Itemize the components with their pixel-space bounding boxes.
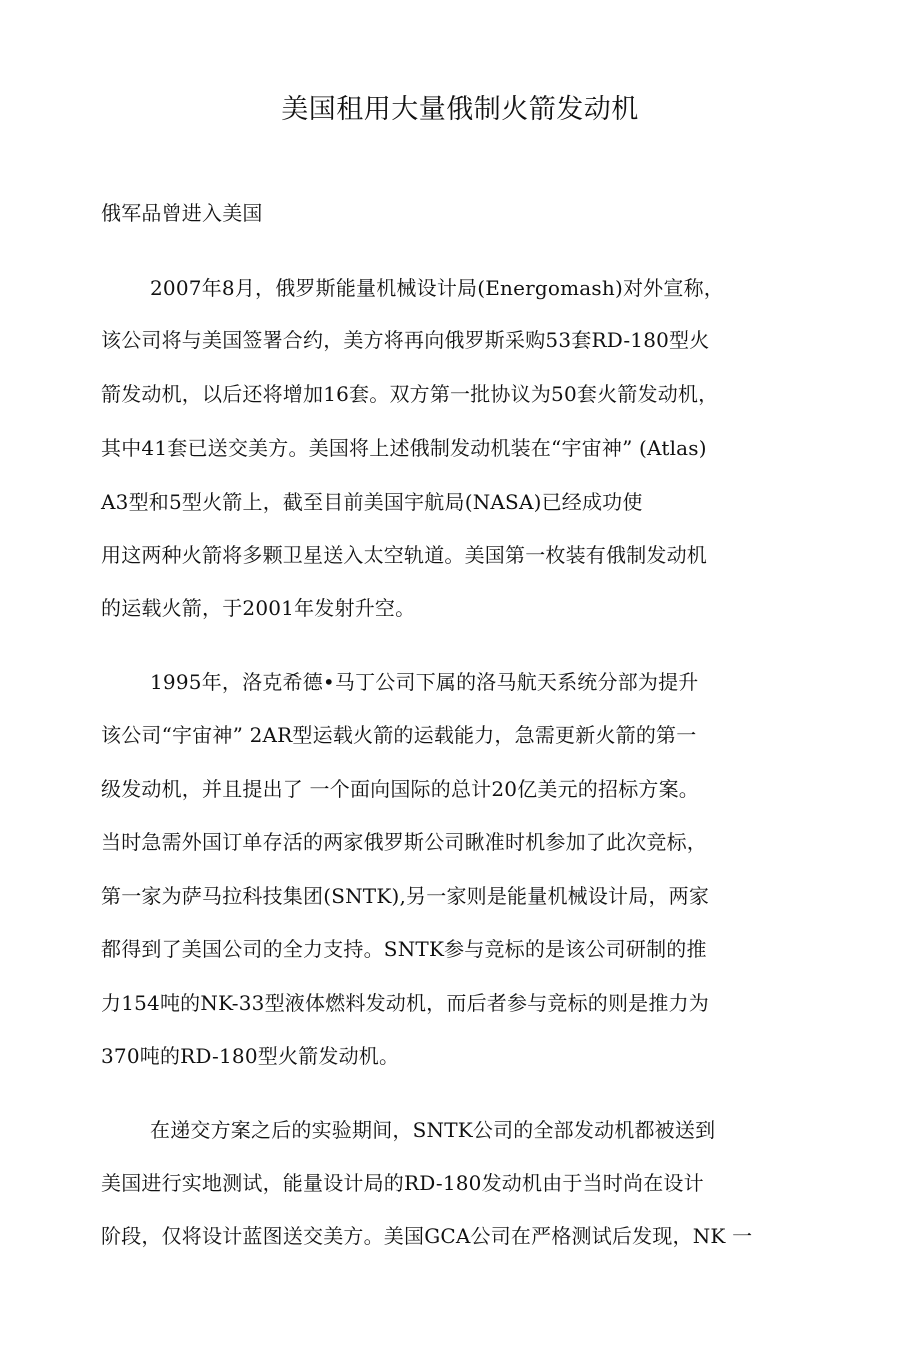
paragraph-line: 370吨的RD-180型火箭发动机。 [101, 1044, 400, 1068]
paragraph-line: 的运载火箭，于2001年发射升空。 [101, 596, 416, 620]
paragraph-line: 其中41套已送交美方。美国将上述俄制发动机装在“宇宙神” (Atlas) [101, 436, 707, 460]
paragraph-line: 箭发动机，以后还将增加16套。双方第一批协议为50套火箭发动机， [101, 382, 719, 406]
paragraph-line: 1995年，洛克希德•马丁公司下属的洛马航天系统分部为提升 [150, 670, 699, 694]
paragraph-line: 该公司“宇宙神” 2AR型运载火箭的运载能力，急需更新火箭的第一 [101, 723, 697, 747]
paragraph-line: 美国进行实地测试，能量设计局的RD-180发动机由于当时尚在设计 [101, 1171, 704, 1195]
paragraph-line: 级发动机，并且提出了 一个面向国际的总计20亿美元的招标方案。 [101, 777, 700, 801]
paragraph-line: 该公司将与美国签署合约，美方将再向俄罗斯采购53套RD-180型火 [101, 328, 710, 352]
paragraph-line: 力154吨的NK-33型液体燃料发动机，而后者参与竞标的则是推力为 [101, 991, 709, 1015]
paragraph-line: 阶段，仅将设计蓝图送交美方。美国GCA公司在严格测试后发现，NK 一 [101, 1224, 753, 1248]
section-heading: 俄军品曾进入美国 [101, 201, 263, 225]
paragraph-line: 都得到了美国公司的全力支持。SNTK参与竞标的是该公司研制的推 [101, 937, 707, 961]
page-title: 美国租用大量俄制火箭发动机 [281, 94, 639, 125]
paragraph-line: 2007年8月，俄罗斯能量机械设计局(Energomash)对外宣称， [150, 276, 724, 300]
paragraph-line: 用这两种火箭将多颗卫星送入太空轨道。美国第一枚装有俄制发动机 [101, 543, 707, 567]
paragraph-line: A3型和5型火箭上，截至目前美国宇航局(NASA)已经成功使 [101, 490, 643, 514]
paragraph-line: 当时急需外国订单存活的两家俄罗斯公司瞅准时机参加了此次竞标， [101, 830, 707, 854]
paragraph-line: 在递交方案之后的实验期间，SNTK公司的全部发动机都被送到 [150, 1118, 716, 1142]
paragraph-line: 第一家为萨马拉科技集团(SNTK),另一家则是能量机械设计局，两家 [101, 884, 710, 908]
